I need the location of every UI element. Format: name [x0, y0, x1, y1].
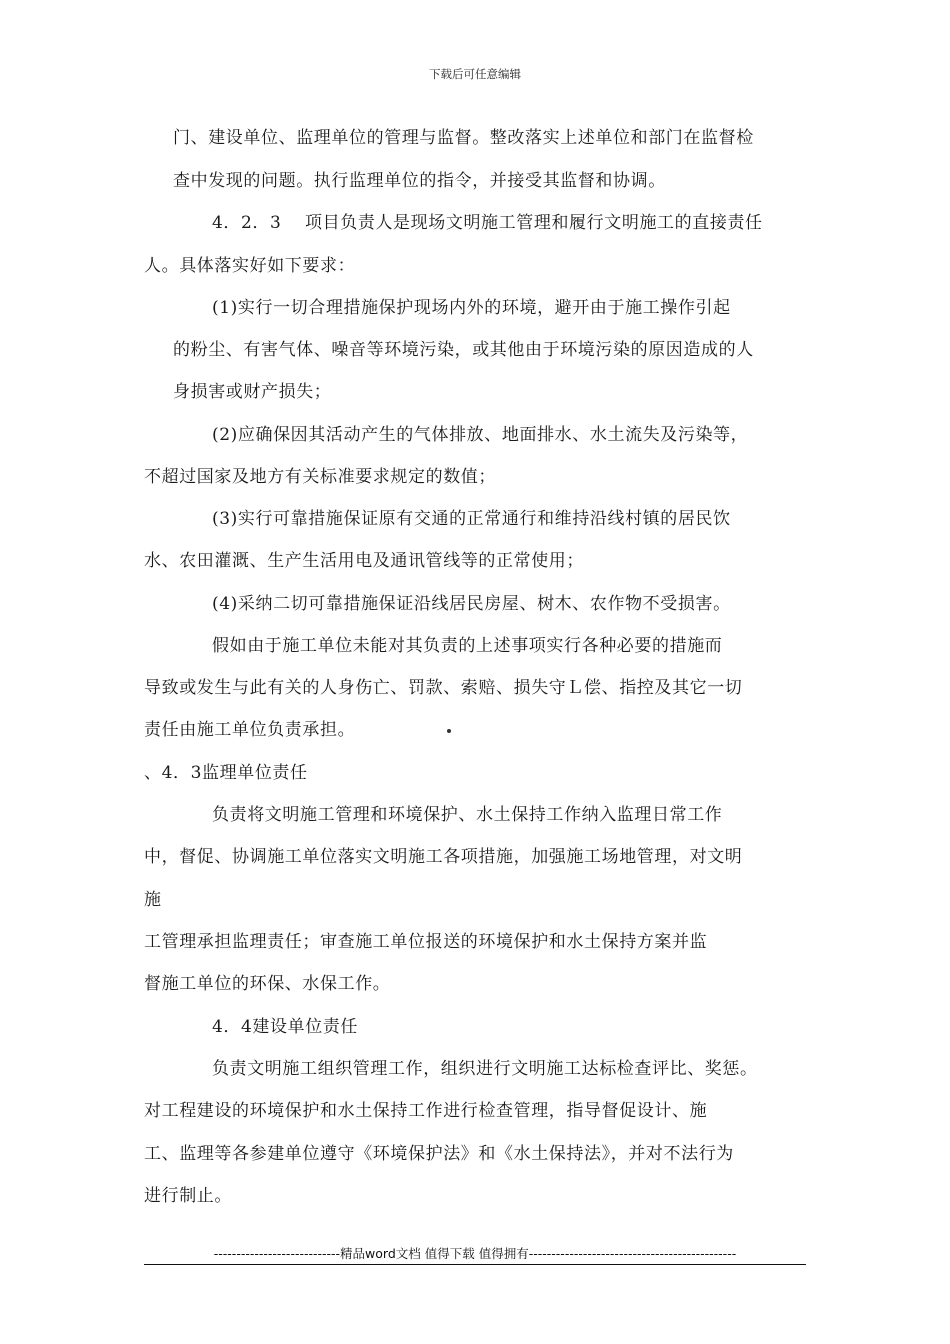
- text-line-9: 不超过国家及地方有关标准要求规定的数值；: [144, 467, 496, 487]
- text-line-3: 4．2．3 项目负责人是现场文明施工管理和履行文明施工的直接责任: [212, 213, 763, 233]
- page-footer: ----------------------------精品word文档 值得下载 值得拥有----------------------------------------------: [213, 1246, 737, 1261]
- text-line-1: 门、建设单位、监理单位的管理与监督。整改落实上述单位和部门在监督检: [173, 128, 754, 148]
- text-line-15: 责任由施工单位负责承担。: [144, 720, 356, 740]
- stray-dot: [447, 729, 451, 733]
- section-heading-4-4: 4．4建设单位责任: [212, 1017, 359, 1037]
- text-line-2: 查中发现的问题。执行监理单位的指令，并接受其监督和协调。: [173, 171, 666, 191]
- text-line-14: 导致或发生与此有关的人身伤亡、罚款、索赔、损失守Ｌ偿、指控及其它一切: [144, 678, 743, 698]
- text-line-26: 进行制止。: [144, 1186, 232, 1206]
- page-header: 下载后可任意编辑: [429, 67, 521, 81]
- text-line-25: 工、监理等各参建单位遵守《环境保护法》和《水土保持法》，并对不法行为: [144, 1144, 734, 1164]
- text-line-4: 人。具体落实好如下要求：: [144, 256, 356, 276]
- text-line-8: (2)应确保因其活动产生的气体排放、地面排水、水土流失及污染等，: [212, 425, 749, 445]
- text-line-10: (3)实行可靠措施保证原有交通的正常通行和维持沿线村镇的居民饮: [212, 509, 731, 529]
- text-line-13: 假如由于施工单位未能对其负责的上述事项实行各种必要的措施而: [212, 636, 723, 656]
- text-line-6: 的粉尘、有害气体、噪音等环境污染，或其他由于环境污染的原因造成的人: [173, 340, 754, 360]
- text-line-21: 督施工单位的环保、水保工作。: [144, 974, 391, 994]
- text-line-23: 负责文明施工组织管理工作，组织进行文明施工达标检查评比、奖惩。: [212, 1059, 758, 1079]
- text-line-24: 对工程建设的环境保护和水土保持工作进行检查管理，指导督促设计、施: [144, 1101, 708, 1121]
- text-line-7: 身损害或财产损失；: [173, 382, 332, 402]
- text-line-11: 水、农田灌溉、生产生活用电及通讯管线等的正常使用；: [144, 551, 584, 571]
- text-line-12: (4)采纳二切可靠措施保证沿线居民房屋、树木、农作物不受损害。: [212, 594, 731, 614]
- section-heading-4-3: 、4．3监理单位责任: [144, 763, 308, 783]
- text-line-18: 中，督促、协调施工单位落实文明施工各项措施，加强施工场地管理，对文明: [144, 847, 743, 867]
- text-line-17: 负责将文明施工管理和环境保护、水土保持工作纳入监理日常工作: [212, 805, 723, 825]
- text-line-5: (1)实行一切合理措施保护现场内外的环境，避开由于施工操作引起: [212, 298, 731, 318]
- text-line-19: 施: [144, 890, 162, 910]
- footer-rule: [144, 1264, 806, 1265]
- text-line-20: 工管理承担监理责任；审查施工单位报送的环境保护和水土保持方案并监: [144, 932, 708, 952]
